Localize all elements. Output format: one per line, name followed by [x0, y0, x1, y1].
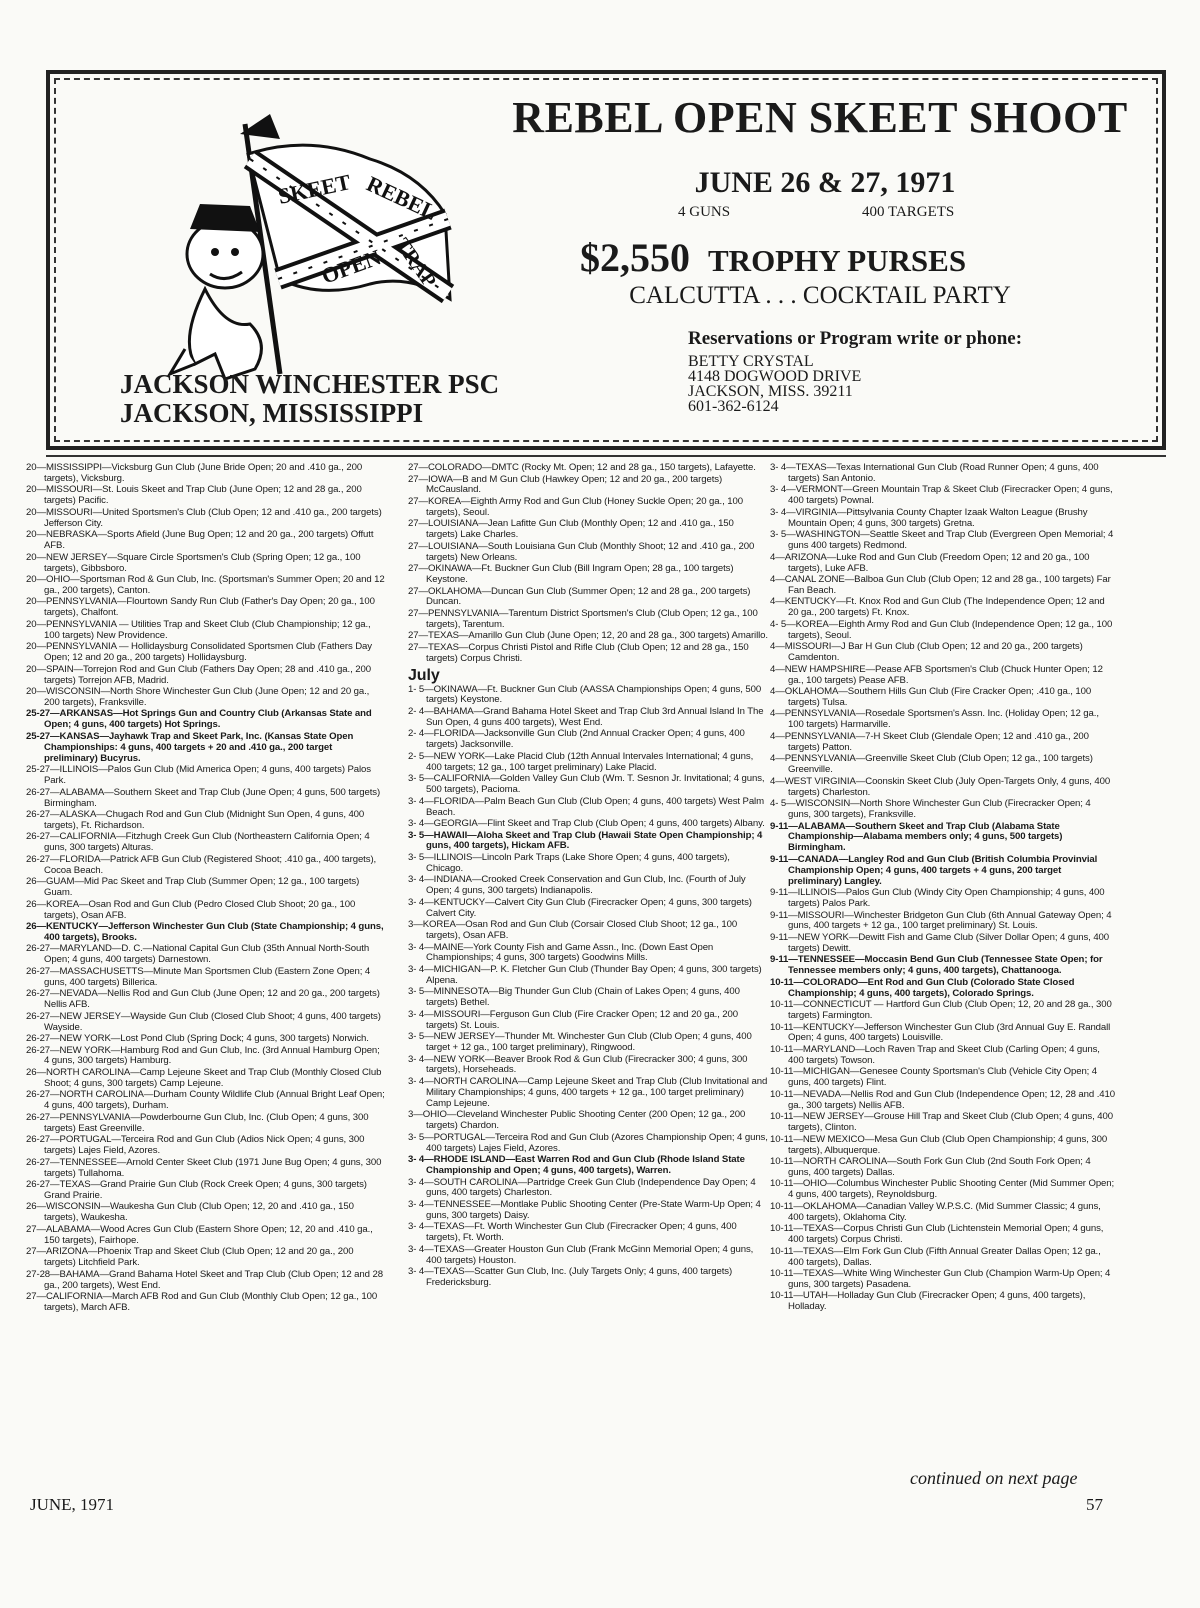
flag-word-rebel: REBEL	[362, 170, 442, 226]
schedule-entry: 26-27—NEW JERSEY—Wayside Gun Club (Closed Club Shoot; 4 guns, 400 targets) Wayside.	[26, 1010, 381, 1033]
schedule-entry: 3- 4—GEORGIA—Flint Skeet and Trap Club (Club Open; 4 guns, 400 targets) Albany.	[408, 818, 765, 829]
schedule-entry: 3- 5—ILLINOIS—Lincoln Park Traps (Lake Shore Open; 4 guns, 400 targets), Chicago.	[408, 851, 730, 874]
schedule-entry: 27—ALABAMA—Wood Acres Gun Club (Eastern Shore Open; 12, 20 and .410 ga., 150 targets), Fairhope.	[26, 1223, 373, 1246]
host-club-location: JACKSON, MISSISSIPPI	[120, 398, 424, 428]
schedule-entry: 9-11—CANADA—Langley Rod and Gun Club (British Columbia Provinvial Championship Open; 4 guns, 400 targets + 4 guns, 200 target preliminary) Langley.	[770, 853, 1098, 887]
contact-block	[688, 354, 861, 414]
schedule-entry: 4—CANAL ZONE—Balboa Gun Club (Club Open; 12 and 28 ga., 100 targets) Far Fan Beach.	[770, 574, 1111, 596]
schedule-entry: 10-11—TEXAS—Elm Fork Gun Club (Fifth Annual Greater Dallas Open; 12 ga., 400 targets), Dallas.	[770, 1245, 1101, 1268]
event-dates: JUNE 26 & 27, 1971	[694, 166, 956, 199]
month-heading: July	[408, 666, 440, 684]
schedule-entry: 26-27—FLORIDA—Patrick AFB Gun Club (Registered Shoot; .410 ga., 400 targets), Cocoa Beach.	[26, 853, 377, 876]
schedule-entry: 10-11—MARYLAND—Loch Raven Trap and Skeet Club (Carling Open; 4 guns, 400 targets) Towson.	[770, 1043, 1100, 1066]
reservations-heading: Reservations or Program write or phone:	[688, 328, 1023, 349]
flag-word-trap: TRAP	[390, 234, 441, 292]
schedule-entry: 4—PENNSYLVANIA—Rosedale Sportsmen's Assn. Inc. (Holiday Open; 12 ga., 100 targets) Harmarville.	[770, 708, 1099, 731]
schedule-entry: 4—NEW HAMPSHIRE—Pease AFB Sportsmen's Club (Chuck Hunter Open; 12 ga., 100 targets) Pease AFB.	[770, 663, 1103, 686]
contact-phone: 601-362-6124	[688, 398, 779, 415]
schedule-entry: 27—OKINAWA—Ft. Buckner Gun Club (Bill Ingram Open; 28 ga., 100 targets) Keystone.	[408, 563, 734, 586]
calcutta-line: CALCUTTA . . . COCKTAIL PARTY	[629, 282, 1011, 309]
schedule-entry: 26—GUAM—Mid Pac Skeet and Trap Club (Summer Open; 12 ga., 100 targets) Guam.	[26, 876, 360, 899]
schedule-entry: 3- 5—PORTUGAL—Terceira Rod and Gun Club (Azores Championship Open; 4 guns, 400 targets) Lajes Field, Azores.	[408, 1131, 768, 1154]
schedule-entry: 26—KENTUCKY—Jefferson Winchester Gun Club (State Championship; 4 guns, 400 targets), Brooks.	[26, 921, 384, 943]
schedule-entry: 3—OHIO—Cleveland Winchester Public Shooting Center (200 Open; 12 ga., 200 targets) Chardon.	[408, 1109, 746, 1132]
schedule-entry: 10-11—CONNECTICUT — Hartford Gun Club (Club Open; 12, 20 and 28 ga., 300 targets) Farmington.	[770, 999, 1112, 1022]
schedule-entry: 27—TEXAS—Amarillo Gun Club (June Open; 12, 20 and 28 ga., 300 targets) Amarillo.	[408, 630, 768, 642]
schedule-entry: 26-27—NEW YORK—Hamburg Rod and Gun Club, Inc. (3rd Annual Hamburg Open; 4 guns, 300 targets) Hamburg.	[26, 1044, 380, 1067]
schedule-entry: 26-27—NORTH CAROLINA—Durham County Wildlife Club (Annual Bright Leaf Open; 4 guns, 400 targets), Durham.	[26, 1089, 385, 1112]
schedule-entry: 27—TEXAS—Corpus Christi Pistol and Rifle Club (Club Open; 12 and 28 ga., 150 targets) Corpus Christi.	[408, 641, 749, 664]
schedule-entry: 20—MISSISSIPPI—Vicksburg Gun Club (June Bride Open; 20 and .410 ga., 200 targets), Vicksburg.	[26, 462, 363, 484]
schedule-entry: 3- 4—INDIANA—Crooked Creek Conservation and Gun Club, Inc. (Fourth of July Open; 4 guns, 300 targets) Indianapolis.	[408, 874, 746, 897]
continued-note: continued on next page	[910, 1468, 1078, 1488]
schedule-entry: 3- 4—SOUTH CAROLINA—Partridge Creek Gun Club (Independence Day Open; 4 guns, 400 targets) Charleston.	[408, 1176, 756, 1199]
trophy-purse	[580, 234, 1060, 281]
schedule-entry: 9-11—NEW YORK—Dewitt Fish and Game Club (Silver Dollar Open; 4 guns, 400 targets) Dewitt.	[770, 931, 1110, 954]
schedule-entry: 4- 5—KOREA—Eighth Army Rod and Gun Club (Independence Open; 12 ga., 100 targets), Seoul.	[770, 618, 1113, 641]
schedule-entry: 26-27—PENNSYLVANIA—Powderbourne Gun Club, Inc. (Club Open; 4 guns, 300 targets) East Greenville.	[26, 1111, 369, 1134]
contact-city: JACKSON, MISS. 39211	[688, 383, 853, 400]
schedule-entry: 9-11—ALABAMA—Southern Skeet and Trap Club (Alabama State Championship—Alabama members only; 4 guns, 500 targets) Birmingham.	[770, 820, 1063, 854]
schedule-entry: 4—PENNSYLVANIA—7-H Skeet Club (Glendale Open; 12 and .410 ga., 200 targets) Patton.	[770, 730, 1089, 753]
flag-word-open: OPEN	[318, 244, 385, 289]
schedule-entry: 10-11—NEVADA—Nellis Rod and Gun Club (Independence Open; 12, 28 and .410 ga., 300 targets) Nellis AFB.	[770, 1088, 1115, 1111]
schedule-entry: 3- 4—MAINE—York County Fish and Game Assn., Inc. (Down East Open Championships; 4 guns, 300 targets) Goodwins Mills.	[408, 941, 714, 964]
schedule-entry: 10-11—COLORADO—Ent Rod and Gun Club (Colorado State Closed Championship; 4 guns, 400 targets), Colorado Springs.	[770, 976, 1075, 999]
schedule-entry: 25-27—KANSAS—Jayhawk Trap and Skeet Park, Inc. (Kansas State Open Championships: 4 guns, 400 targets + 20 and .410 ga., 200 target preliminary) Bucyrus.	[26, 730, 354, 764]
schedule-entry: 26-27—NEW YORK—Lost Pond Club (Spring Dock; 4 guns, 300 targets) Norwich.	[26, 1033, 369, 1045]
issue-date: JUNE, 1971	[30, 1495, 115, 1514]
contact-name: BETTY CRYSTAL	[688, 353, 814, 370]
schedule-entry: 27—IOWA—B and M Gun Club (Hawkey Open; 12 and 20 ga., 200 targets) McCausland.	[408, 473, 723, 496]
schedule-entry: 3- 4—TENNESSEE—Montlake Public Shooting Center (Pre-State Warm-Up Open; 4 guns, 300 targets) Daisy.	[408, 1198, 761, 1221]
schedule-entry: 20—NEW JERSEY—Square Circle Sportsmen's Club (Spring Open; 12 ga., 100 targets), Gibbsboro.	[26, 551, 361, 574]
schedule-entry: 3- 4—NORTH CAROLINA—Camp Lejeune Skeet and Trap Club (Club Invitational and Military Championships; 4 guns, 400 targets + 12 ga., 100 target preliminary) Camp Lejeune.	[408, 1075, 768, 1109]
schedule-entry: 3- 4—VERMONT—Green Mountain Trap & Skeet Club (Firecracker Open; 4 guns, 400 targets) Pownal.	[770, 484, 1113, 507]
schedule-entry: 4—WEST VIRGINIA—Coonskin Skeet Club (July Open-Targets Only, 4 guns, 400 targets) Charleston.	[770, 775, 1111, 798]
schedule-entry: 3- 5—CALIFORNIA—Golden Valley Gun Club (Wm. T. Sesnon Jr. Invitational; 4 guns, 500 targets), Pacioma.	[408, 773, 765, 796]
schedule-entry: 3- 4—TEXAS—Texas International Gun Club (Road Runner Open; 4 guns, 400 targets) San Antonio.	[770, 462, 1099, 484]
schedule-entry: 26-27—TENNESSEE—Arnold Center Skeet Club (1971 June Bug Open; 4 guns, 300 targets) Tullahoma.	[26, 1156, 382, 1179]
page-number: 57	[1086, 1495, 1103, 1514]
host-club-name: JACKSON WINCHESTER PSC	[120, 369, 500, 399]
schedule-entry: 10-11—MICHIGAN—Genesee County Sportsman's Club (Vehicle City Open; 4 guns, 400 targets) Flint.	[770, 1066, 1098, 1089]
schedule-entry: 20—MISSOURI—United Sportsmen's Club (Club Open; 12 and .410 ga., 200 targets) Jefferson City.	[26, 506, 382, 529]
schedule-entry: 3- 4—MISSOURI—Ferguson Gun Club (Fire Cracker Open; 12 and 20 ga., 200 targets) St. Louis.	[408, 1008, 738, 1031]
schedule-entry: 27—OKLAHOMA—Duncan Gun Club (Summer Open; 12 and 28 ga., 200 targets) Duncan.	[408, 585, 751, 608]
purse-amount: $2,550	[580, 235, 690, 280]
event-guns: 4 GUNS	[678, 204, 731, 220]
schedule-entry: 3- 4—VIRGINIA—Pittsylvania County Chapter Izaak Walton League (Brushy Mountain Open; 4 guns, 300 targets) Gretna.	[770, 506, 1088, 529]
schedule-entry: 2- 4—BAHAMA—Grand Bahama Hotel Skeet and Trap Club 3rd Annual Island In The Sun Open, 4 guns 400 targets), West End.	[408, 705, 764, 728]
schedule-entry: 26-27—PORTUGAL—Terceira Rod and Gun Club (Adios Nick Open; 4 guns, 300 targets) Lajes Field, Azores.	[26, 1134, 365, 1157]
schedule-entry: 26-27—MARYLAND—D. C.—National Capital Gun Club (35th Annual North-South Open; 4 guns, 400 targets) Darnestown.	[26, 943, 370, 966]
schedule-entry: 4—MISSOURI—J Bar H Gun Club (Club Open; 12 and 20 ga., 200 targets) Camdenton.	[770, 641, 1083, 664]
schedule-entry: 1- 5—OKINAWA—Ft. Buckner Gun Club (AASSA Championships Open; 4 guns, 500 targets) Keystone.	[408, 683, 762, 706]
purse-label: TROPHY PURSES	[708, 243, 967, 278]
flag-word-skeet: SKEET	[275, 169, 353, 209]
schedule-entry: 10-11—NEW JERSEY—Grouse Hill Trap and Skeet Club (Club Open; 4 guns, 400 targets), Clinton.	[770, 1111, 1113, 1134]
schedule-entry: 26-27—ALABAMA—Southern Skeet and Trap Club (June Open; 4 guns, 500 targets) Birmingham.	[26, 786, 381, 809]
schedule-entry: 10-11—TEXAS—White Wing Winchester Gun Club (Champion Warm-Up Open; 4 guns, 300 targets) Pasadena.	[770, 1268, 1111, 1290]
schedule-entry: 26-27—TEXAS—Grand Prairie Gun Club (Rock Creek Open; 4 guns, 300 targets) Grand Prairie.	[26, 1179, 367, 1201]
schedule-entry: 25-27—ILLINOIS—Palos Gun Club (Mid America Open; 4 guns, 400 targets) Palos Park.	[26, 764, 371, 787]
schedule-entry: 3- 5—NEW JERSEY—Thunder Mt. Winchester Gun Club (Club Open; 4 guns, 400 target + 12 ga., 100 target preliminary), Ringwood.	[408, 1031, 752, 1054]
schedule-entry: 3- 5—WASHINGTON—Seattle Skeet and Trap Club (Evergreen Open Memorial; 4 guns 400 targets) Redmond.	[770, 529, 1114, 552]
schedule-entry: 27—CALIFORNIA—March AFB Rod and Gun Club (Monthly Club Open; 12 ga., 100 targets), March AFB.	[26, 1291, 378, 1313]
schedule-entry: 9-11—ILLINOIS—Palos Gun Club (Windy City Open Championship; 4 guns, 400 targets) Palos Park.	[770, 887, 1105, 910]
schedule-entry: 26—WISCONSIN—Waukesha Gun Club (Club Open; 12, 20 and .410 ga., 150 targets), Waukesha.	[26, 1201, 354, 1224]
schedule-entry: 26-27—MASSACHUSETTS—Minute Man Sportsmen Club (Eastern Zone Open; 4 guns, 400 targets) Billerica.	[26, 965, 371, 988]
schedule-entry: 9-11—TENNESSEE—Moccasin Bend Gun Club (Tennessee State Open; for Tennessee members only; 4 guns, 400 targets), Chattanooga.	[770, 954, 1103, 977]
rebel-flag-mascot-illustration	[130, 94, 470, 384]
host-club	[120, 370, 499, 428]
schedule-entry: 27—PENNSYLVANIA—Tarentum District Sportsmen's Club (Club Open; 12 ga., 100 targets), Tarentum.	[408, 607, 758, 630]
schedule-entry: 26—NORTH CAROLINA—Camp Lejeune Skeet and Trap Club (Monthly Closed Club Shoot; 4 guns, 300 targets) Camp Lejeune.	[26, 1066, 382, 1089]
schedule-entry: 26-27—NEVADA—Nellis Rod and Gun Club (June Open; 12 and 20 ga., 200 targets) Nellis AFB.	[26, 988, 380, 1011]
schedule-entry: 4- 5—WISCONSIN—North Shore Winchester Gun Club (Firecracker Open; 4 guns, 300 targets), Franksville.	[770, 798, 1091, 820]
schedule-entry: 3- 4—TEXAS—Ft. Worth Winchester Gun Club (Firecracker Open; 4 guns, 400 targets), Ft. Worth.	[408, 1221, 737, 1244]
event-title: REBEL OPEN SKEET SHOOT	[512, 93, 1128, 142]
schedule-entry: 3- 4—RHODE ISLAND—East Warren Rod and Gun Club (Rhode Island State Championship and Open; 4 guns, 400 targets), Warren.	[408, 1154, 745, 1176]
schedule-entry: 27-28—BAHAMA—Grand Bahama Hotel Skeet and Trap Club (Club Open; 12 and 28 ga., 200 targets), West End.	[26, 1268, 383, 1291]
schedule-entry: 27—ARIZONA—Phoenix Trap and Skeet Club (Club Open; 12 and 20 ga., 200 targets) Litchfield Park.	[26, 1246, 354, 1269]
schedule-entry: 4—OKLAHOMA—Southern Hills Gun Club (Fire Cracker Open; .410 ga., 100 targets) Tulsa.	[770, 686, 1092, 708]
schedule-column-3	[770, 463, 1115, 1314]
schedule-entry: 9-11—MISSOURI—Winchester Bridgeton Gun Club (6th Annual Gateway Open; 4 guns, 400 targets + 12 ga., 100 target preliminary) St. Louis.	[770, 909, 1112, 932]
schedule-entry: 10-11—OHIO—Columbus Winchester Public Shooting Center (Mid Summer Open; 4 guns, 400 targets), Reynoldsburg.	[770, 1178, 1115, 1201]
section-divider	[46, 455, 1166, 457]
schedule-entry: 27—COLORADO—DMTC (Rocky Mt. Open; 12 and 28 ga., 150 targets), Lafayette.	[408, 462, 756, 473]
schedule-entry: 4—KENTUCKY—Ft. Knox Rod and Gun Club (The Independence Open; 12 and 20 ga., 200 targets) Ft. Knox.	[770, 596, 1105, 619]
schedule-entry: 2- 5—NEW YORK—Lake Placid Club (12th Annual Intervales International; 4 guns, 400 targets; 12 ga., 100 target preliminary) Lake Placid.	[408, 750, 754, 773]
schedule-entry: 20—NEBRASKA—Sports Afield (June Bug Open; 12 and 20 ga., 200 targets) Offutt AFB.	[26, 529, 374, 552]
schedule-entry: 3- 5—MINNESOTA—Big Thunder Gun Club (Chain of Lakes Open; 4 guns, 400 targets) Bethel.	[408, 986, 740, 1009]
schedule-entry: 26-27—CALIFORNIA—Fitzhugh Creek Gun Club (Northeastern California Open; 4 guns, 300 targets) Alturas.	[26, 831, 370, 854]
schedule-entry: 27—LOUISIANA—South Louisiana Gun Club (Monthly Shoot; 12 and .410 ga., 200 targets) New Orleans.	[408, 540, 755, 563]
schedule-entry: 20—SPAIN—Torrejon Rod and Gun Club (Fathers Day Open; 28 and .410 ga., 200 targets) Torrejon AFB, Madrid.	[26, 663, 371, 686]
schedule-entry: 3- 4—TEXAS—Greater Houston Gun Club (Frank McGinn Memorial Open; 4 guns, 400 targets) Houston.	[408, 1243, 754, 1266]
schedule-entry: 3- 4—NEW YORK—Beaver Brook Rod & Gun Club (Firecracker 300; 4 guns, 300 targets), Horseheads.	[408, 1053, 748, 1076]
schedule-column-1	[26, 463, 386, 1314]
schedule-entry: 10-11—KENTUCKY—Jefferson Winchester Gun Club (3rd Annual Guy E. Randall Open; 4 guns, 400 targets) Louisville.	[770, 1021, 1111, 1044]
schedule-entry: 3- 4—TEXAS—Scatter Gun Club, Inc. (July Targets Only; 4 guns, 400 targets) Fredericksburg.	[408, 1266, 733, 1289]
schedule-entry: 10-11—TEXAS—Corpus Christi Gun Club (Lichtenstein Memorial Open; 4 guns, 400 targets) Corpus Christi.	[770, 1223, 1104, 1246]
schedule-entry: 25-27—ARKANSAS—Hot Springs Gun and Country Club (Arkansas State and Open; 4 guns, 400 targets) Hot Springs.	[26, 708, 372, 731]
schedule-entry: 20—PENNSYLVANIA — Hollidaysburg Consolidated Sportsmen Club (Fathers Day Open; 12 and 20 ga., 200 targets) Hollidaysburg.	[26, 641, 372, 664]
schedule-column-2	[408, 463, 768, 1290]
schedule-entry: 20—MISSOURI—St. Louis Skeet and Trap Club (June Open; 12 and 28 ga., 200 targets) Pacific.	[26, 484, 362, 507]
schedule-entry: 3- 4—FLORIDA—Palm Beach Gun Club (Club Open; 4 guns, 400 targets) West Palm Beach.	[408, 795, 764, 818]
schedule-entry: 4—PENNSYLVANIA—Greenville Skeet Club (Club Open; 12 ga., 100 targets) Greenville.	[770, 753, 1093, 776]
schedule-entry: 20—WISCONSIN—North Shore Winchester Gun Club (June Open; 12 and 20 ga., 200 targets), Franksville.	[26, 686, 370, 708]
event-targets: 400 TARGETS	[862, 204, 955, 220]
contact-street: 4148 DOGWOOD DRIVE	[688, 368, 862, 385]
schedule-entry: 3- 5—HAWAII—Aloha Skeet and Trap Club (Hawaii State Open Championship; 4 guns, 400 targets), Hickam AFB.	[408, 829, 763, 852]
schedule-entry: 20—PENNSYLVANIA—Flourtown Sandy Run Club (Father's Day Open; 20 ga., 100 targets), Chalfont.	[26, 596, 375, 619]
schedule-entry: 3—KOREA—Osan Rod and Gun Club (Corsair Closed Club Shoot; 12 ga., 100 targets), Osan AFB.	[408, 919, 738, 942]
schedule-entry: 27—KOREA—Eighth Army Rod and Gun Club (Honey Suckle Open; 20 ga., 100 targets), Seoul.	[408, 495, 743, 518]
schedule-entry: 10-11—NORTH CAROLINA—South Fork Gun Club (2nd South Fork Open; 4 guns, 400 targets) Dallas.	[770, 1156, 1091, 1178]
schedule-entry: 20—PENNSYLVANIA — Utilities Trap and Skeet Club (Club Championship; 12 ga., 100 targets) New Providence.	[26, 618, 371, 641]
schedule-entry: 3- 4—MICHIGAN—P. K. Fletcher Gun Club (Thunder Bay Open; 4 guns, 300 targets) Alpena.	[408, 963, 762, 986]
schedule-entry: 10-11—OKLAHOMA—Canadian Valley W.P.S.C. (Mid Summer Classic; 4 guns, 400 targets), Oklahoma City.	[770, 1200, 1101, 1223]
schedule-entry: 10-11—NEW MEXICO—Mesa Gun Club (Club Open Championship; 4 guns, 300 targets), Albuquerque.	[770, 1133, 1108, 1156]
schedule-entry: 27—LOUISIANA—Jean Lafitte Gun Club (Monthly Open; 12 and .410 ga., 150 targets) Lake Charles.	[408, 518, 734, 541]
schedule-entry: 3- 4—KENTUCKY—Calvert City Gun Club (Firecracker Open; 4 guns, 300 targets) Calvert City.	[408, 896, 752, 919]
schedule-entry: 20—OHIO—Sportsman Rod & Gun Club, Inc. (Sportsman's Summer Open; 20 and 12 ga., 200 targets), Canton.	[26, 574, 385, 596]
schedule-entry: 4—ARIZONA—Luke Rod and Gun Club (Freedom Open; 12 and 20 ga., 100 targets), Luke AFB.	[770, 551, 1090, 574]
schedule-entry: 26-27—ALASKA—Chugach Rod and Gun Club (Midnight Sun Open, 4 guns, 400 targets), Ft. Richardson.	[26, 809, 365, 831]
schedule-entry: 10-11—UTAH—Holladay Gun Club (Firecracker Open; 4 guns, 400 targets), Holladay.	[770, 1290, 1086, 1313]
schedule-entry: 2- 4—FLORIDA—Jacksonville Gun Club (2nd Annual Cracker Open; 4 guns, 400 targets) Jacksonville.	[408, 728, 745, 751]
schedule-entry: 26—KOREA—Osan Rod and Gun Club (Pedro Closed Club Shoot; 20 ga., 100 targets), Osan AFB.	[26, 898, 356, 921]
advertisement-box	[46, 70, 1166, 450]
